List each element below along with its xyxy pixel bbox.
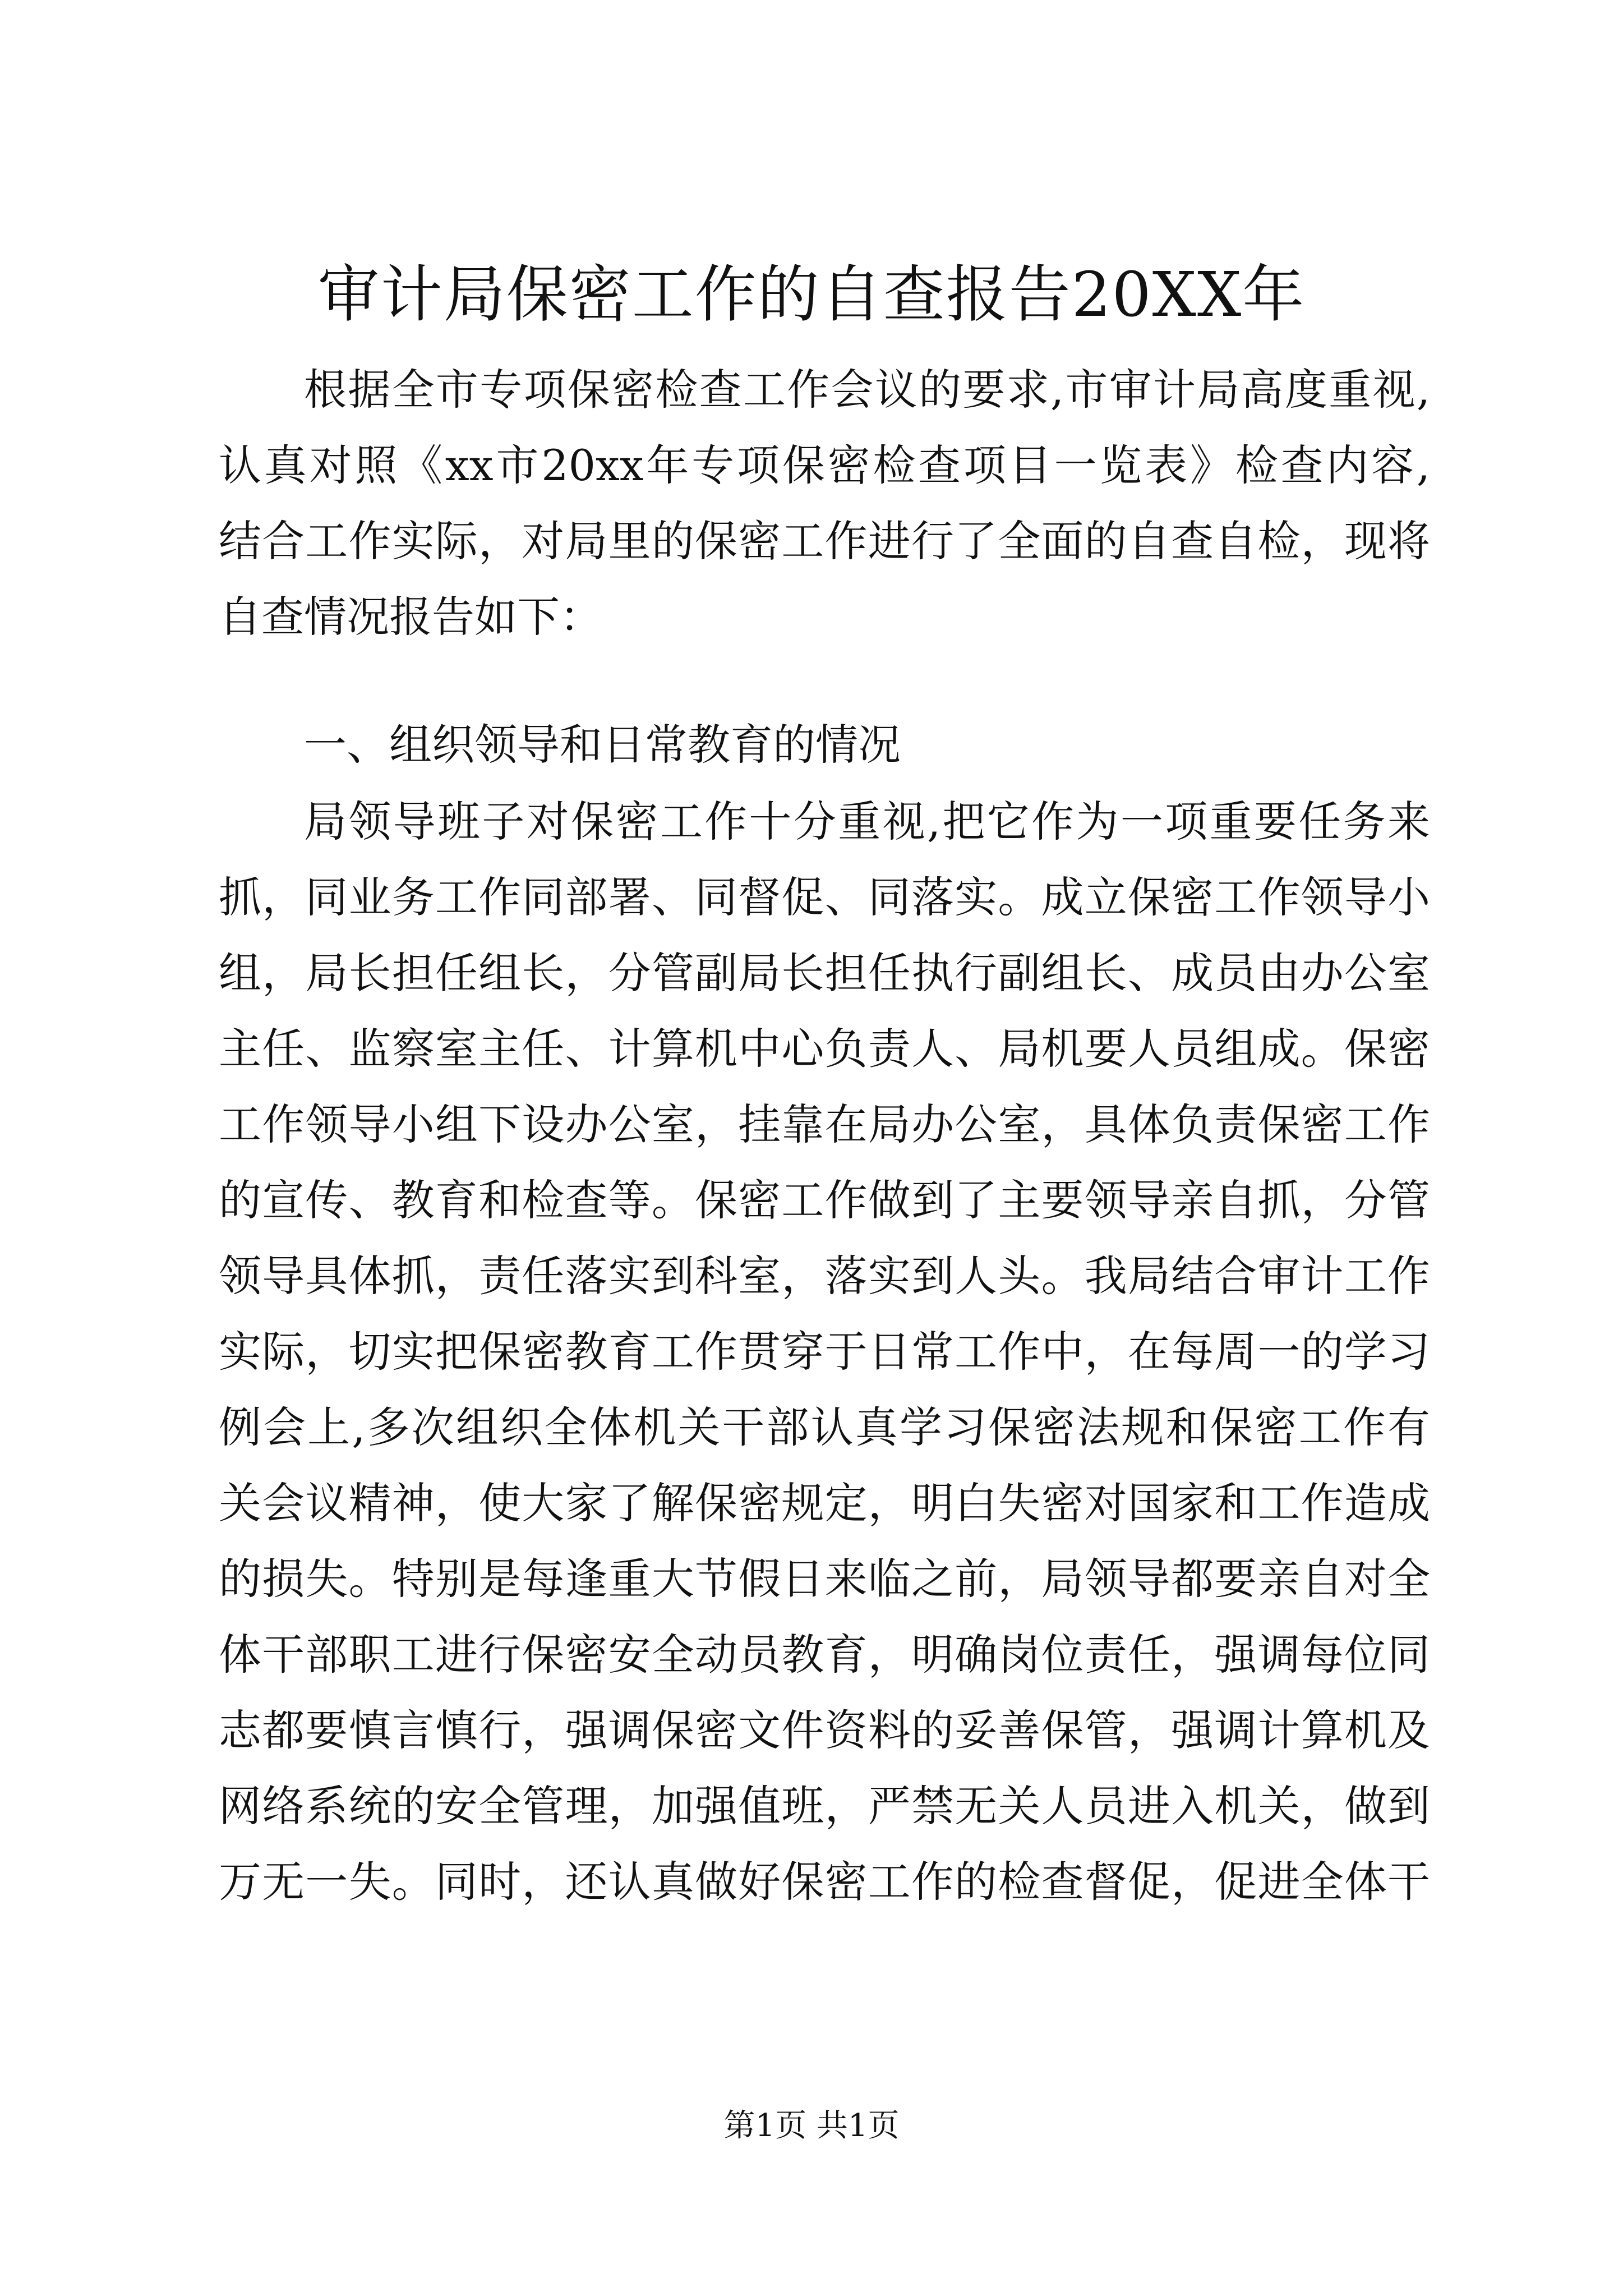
page-number-footer: 第1页 共1页 xyxy=(723,2108,900,2144)
body-line: 局领导班子对保密工作十分重视,把它作为一项重要任务来 xyxy=(304,797,1430,846)
body-line: 实际，切实把保密教育工作贯穿于日常工作中，在每周一的学习 xyxy=(219,1327,1430,1377)
body-line: 的损失。特别是每逢重大节假日来临之前，局领导都要亲自对全 xyxy=(219,1554,1430,1604)
body-line: 万无一失。同时，还认真做好保密工作的检查督促，促进全体干 xyxy=(219,1857,1430,1907)
body-line: 认真对照《xx市20xx年专项保密检查项目一览表》检查内容, xyxy=(219,440,1430,490)
document-title: 审计局保密工作的自查报告20XX年 xyxy=(317,259,1306,330)
body-line: 领导具体抓，责任落实到科室，落实到人头。我局结合审计工作 xyxy=(219,1251,1430,1301)
body-line: 例会上,多次组织全体机关干部认真学习保密法规和保密工作有 xyxy=(219,1402,1430,1452)
body-line: 结合工作实际，对局里的保密工作进行了全面的自查自检，现将 xyxy=(219,516,1430,566)
body-line: 体干部职工进行保密安全动员教育，明确岗位责任，强调每位同 xyxy=(219,1630,1430,1680)
body-line: 组，局长担任组长，分管副局长担任执行副组长、成员由办公室 xyxy=(219,948,1430,998)
body-line: 根据全市专项保密检查工作会议的要求,市审计局高度重视, xyxy=(304,365,1430,415)
body-line: 抓，同业务工作同部署、同督促、同落实。成立保密工作领导小 xyxy=(219,872,1430,922)
body-line: 工作领导小组下设办公室，挂靠在局办公室，具体负责保密工作 xyxy=(219,1099,1430,1149)
body-line: 志都要慎言慎行，强调保密文件资料的妥善保管，强调计算机及 xyxy=(219,1705,1430,1755)
body-line: 自查情况报告如下： xyxy=(219,592,602,642)
body-line: 网络系统的安全管理，加强值班，严禁无关人员进入机关，做到 xyxy=(219,1781,1430,1831)
body-line: 的宣传、教育和检查等。保密工作做到了主要领导亲自抓，分管 xyxy=(219,1175,1430,1225)
body-line: 主任、监察室主任、计算机中心负责人、局机要人员组成。保密 xyxy=(219,1024,1430,1074)
section-heading: 一、组织领导和日常教育的情况 xyxy=(304,720,901,770)
body-line: 关会议精神，使大家了解保密规定，明白失密对国家和工作造成 xyxy=(219,1478,1430,1528)
